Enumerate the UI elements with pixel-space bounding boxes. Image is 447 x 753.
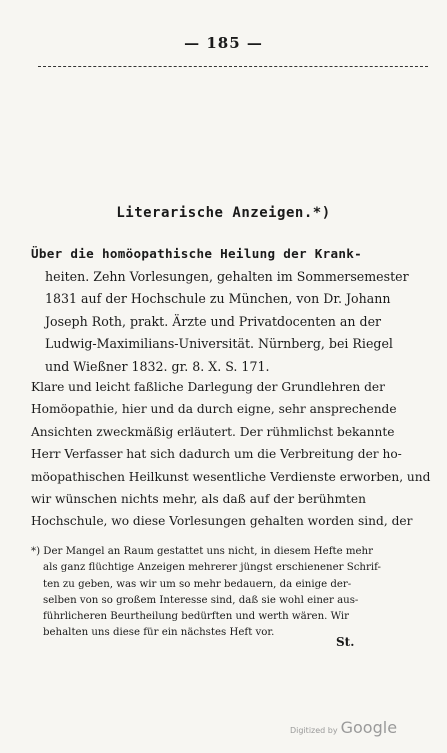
review-line: Klare und leicht faßliche Darlegung der Grundlehren der [31, 380, 385, 394]
citation-line: Joseph Roth, prakt. Ärzte und Privatdocenten an der [45, 313, 382, 329]
watermark-brand: Google [340, 718, 398, 737]
book-citation [31, 243, 411, 379]
digitization-watermark [290, 718, 397, 737]
review-line: Herr Verfasser hat sich dadurch um die Verbreitung der ho- [31, 447, 402, 462]
citation-line: heiten. Zehn Vorlesungen, gehalten im Sommersemester [45, 268, 409, 284]
page-number: — 185 — [184, 34, 263, 52]
section-title: Literarische Anzeigen.*) [116, 205, 331, 221]
footnote-line: selben von so großem Interesse sind, daß sie wohl einer aus- [43, 594, 359, 606]
footnote-line: ten zu geben, was wir um so mehr bedauern, da einige der- [43, 578, 352, 590]
author-signature: St. [336, 635, 355, 649]
review-line: Homöopathie, hier und da durch eigne, sehr ansprechende [31, 402, 397, 417]
footnote-line: führlicheren Beurtheilung bedürften und werth wären. Wir [43, 611, 350, 623]
header-rule [38, 66, 428, 67]
review-line: Hochschule, wo diese Vorlesungen gehalten worden sind, der [31, 514, 413, 529]
citation-line: Über die homöopathische Heilung der Krank- [31, 246, 363, 261]
citation-line: und Wießner 1832. gr. 8. X. S. 171. [45, 358, 270, 374]
review-line: Ansichten zweckmäßig erläutert. Der rühmlichst bekannte [31, 424, 395, 439]
review-line: wir wünschen nichts mehr, als daß auf der berühmten [31, 492, 366, 507]
footnote [31, 544, 415, 642]
footnote-line: als ganz flüchtige Anzeigen mehrerer jüngst erschienener Schrif- [43, 562, 381, 574]
citation-line: 1831 auf der Hochschule zu München, von Dr. Johann [45, 291, 391, 307]
review-paragraph [31, 376, 431, 533]
citation-line: Ludwig-Maximilians-Universität. Nürnberg, bei Riegel [45, 336, 393, 352]
review-line: möopathischen Heilkunst wesentliche Verdienste erworben, und [31, 469, 431, 484]
footnote-line: *) Der Mangel an Raum gestattet uns nicht, in diesem Hefte mehr [31, 546, 373, 557]
watermark-prefix: Digitized by [290, 726, 338, 735]
footnote-line: behalten uns diese für ein nächstes Heft vor. [43, 627, 275, 639]
